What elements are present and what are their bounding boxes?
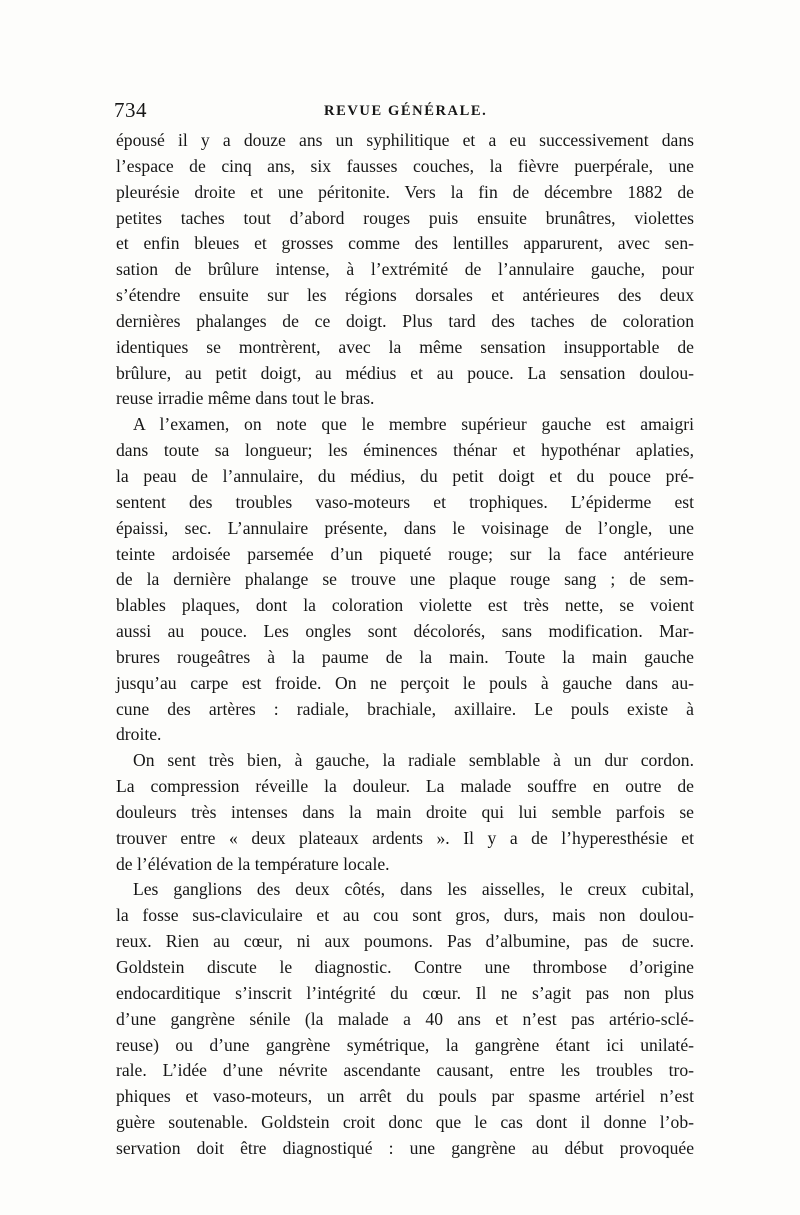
text-line: rale. L’idée d’une névrite ascendante causant, entre les troubles tro- [116, 1060, 694, 1081]
text-line: petites taches tout d’abord rouges puis ensuite brunâtres, violettes [116, 207, 694, 228]
text-line: la fosse sus-claviculaire et au cou sont gros, durs, mais non doulou- [116, 905, 694, 926]
text-line: Goldstein discute le diagnostic. Contre une thrombose d’origine [116, 957, 694, 977]
text-line: teinte ardoisée parsemée d’un piqueté rouge; sur la face antérieure [116, 543, 694, 564]
text-line: épaissi, sec. L’annulaire présente, dans le voisinage de l’ongle, une [116, 517, 694, 538]
page-number: 734 [114, 98, 147, 122]
text-line: cune des artères : radiale, brachiale, axillaire. Le pouls existe à [116, 698, 694, 719]
text-line: servation doit être diagnostiqué : une gangrène au début provoquée [116, 1137, 694, 1158]
page-header [114, 98, 694, 124]
text-line: endocarditique s’inscrit l’intégrité du cœur. Il ne s’agit pas non plus [116, 982, 694, 1003]
text-line: On sent très bien, à gauche, la radiale semblable à un dur cordon. [133, 750, 694, 771]
text-line: épousé il y a douze ans un syphilitique et a eu successivement dans [116, 130, 694, 150]
running-title: REVUE GÉNÉRALE. [324, 103, 488, 119]
text-line: d’une gangrène sénile (la malade a 40 ans et n’est pas artério-sclé- [116, 1008, 694, 1029]
text-line: dans toute sa longueur; les éminences thénar et hypothénar aplaties, [116, 440, 694, 461]
text-line: La compression réveille la douleur. La malade souffre en outre de [116, 776, 694, 797]
text-line: A l’examen, on note que le membre supérieur gauche est amaigri [133, 414, 694, 435]
text-line: brûlure, au petit doigt, au médius et au pouce. La sensation doulou- [116, 362, 694, 383]
text-line: et enfin bleues et grosses comme des lentilles apparurent, avec sen- [116, 233, 694, 254]
text-line: de l’élévation de la température locale. [116, 853, 390, 874]
text-line: l’espace de cinq ans, six fausses couches, la fièvre puerpérale, une [116, 155, 694, 176]
text-line: jusqu’au carpe est froide. On ne perçoit le pouls à gauche dans au- [116, 672, 694, 693]
text-line: de la dernière phalange se trouve une plaque rouge sang ; de sem- [116, 569, 694, 590]
text-line: trouver entre « deux plateaux ardents ». Il y a de l’hyperesthésie et [116, 827, 694, 848]
text-line: aussi au pouce. Les ongles sont décolorés, sans modification. Mar- [116, 621, 694, 642]
text-line: douleurs très intenses dans la main droite qui lui semble parfois se [116, 801, 694, 822]
text-line: reuse irradie même dans tout le bras. [116, 388, 375, 409]
text-line: brures rougeâtres à la paume de la main. Toute la main gauche [116, 646, 694, 667]
text-line: reux. Rien au cœur, ni aux poumons. Pas d’albumine, pas de sucre. [116, 931, 694, 952]
text-line: sentent des troubles vaso-moteurs et trophiques. L’épiderme est [116, 491, 694, 512]
text-line: dernières phalanges de ce doigt. Plus tard des taches de coloration [116, 310, 694, 331]
text-line: reuse) ou d’une gangrène symétrique, la gangrène étant ici unilaté- [116, 1034, 694, 1055]
text-line: droite. [116, 724, 162, 745]
body-text [116, 128, 694, 1162]
text-line: pleurésie droite et une péritonite. Vers la fin de décembre 1882 de [116, 181, 694, 202]
text-line: Les ganglions des deux côtés, dans les aisselles, le creux cubital, [133, 879, 694, 900]
text-line: phiques et vaso-moteurs, un arrêt du pouls par spasme artériel n’est [116, 1086, 694, 1107]
text-line: identiques se montrèrent, avec la même sensation insupportable de [116, 336, 694, 357]
text-line: s’étendre ensuite sur les régions dorsales et antérieures des deux [116, 285, 694, 306]
text-line: la peau de l’annulaire, du médius, du petit doigt et du pouce pré- [116, 465, 694, 486]
text-line: sation de brûlure intense, à l’extrémité de l’annulaire gauche, pour [116, 259, 694, 280]
text-line: blables plaques, dont la coloration violette est très nette, se voient [116, 595, 694, 616]
text-line: guère soutenable. Goldstein croit donc que le cas dont il donne l’ob- [116, 1112, 694, 1133]
